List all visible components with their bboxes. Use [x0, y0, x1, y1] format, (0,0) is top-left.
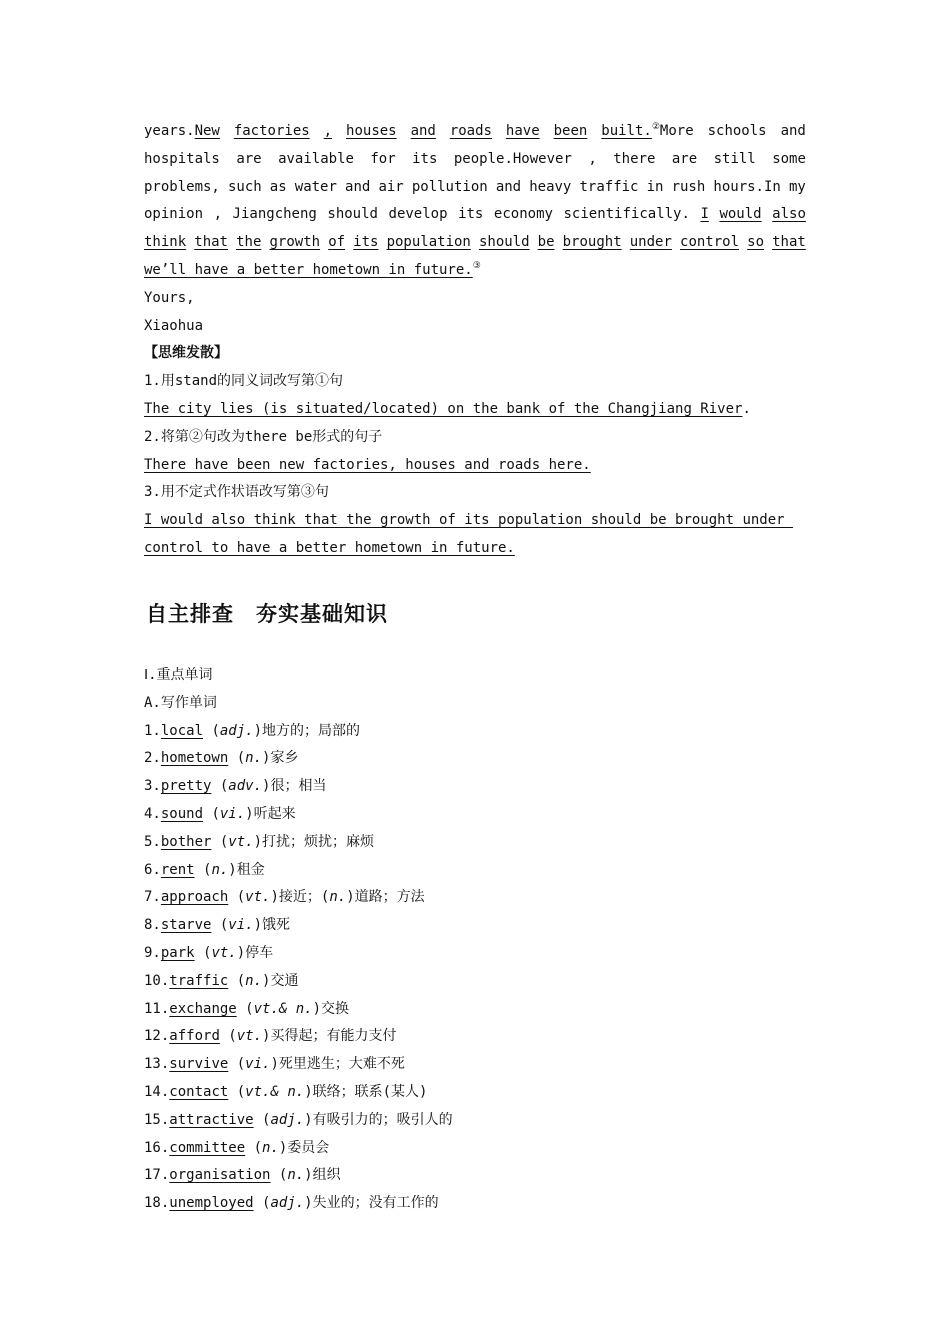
underlined-word: roads	[449, 123, 492, 139]
meaning: 地方的；局部的	[262, 722, 361, 739]
answer-text: I would also think that the growth of its population should be brought under	[144, 512, 794, 529]
word: there	[613, 150, 656, 167]
meaning: 停车	[245, 944, 274, 961]
letter-closing: Yours,	[144, 289, 195, 306]
meaning: 接近；	[278, 889, 321, 906]
vocab-list	[144, 718, 806, 1218]
word: such	[227, 178, 262, 195]
item-number: 15.	[144, 1111, 170, 1128]
meaning: 死里逃生；大难不死	[278, 1056, 405, 1073]
part-of-speech: vi.	[219, 805, 246, 822]
word-group	[144, 118, 220, 146]
vocab-word: approach	[160, 889, 229, 906]
vocab-item: 5.bother (vt.)打扰；烦扰；麻烦	[144, 833, 375, 850]
vocab-word: afford	[169, 1028, 220, 1045]
vocab-item: 11.exchange (vt.& n.)交换	[144, 1000, 350, 1017]
word: under	[629, 234, 672, 251]
vocab-word: traffic	[169, 972, 229, 989]
word: the	[236, 234, 262, 251]
item-number: 11.	[144, 1000, 170, 1017]
item-number: 10.	[144, 972, 170, 989]
word: develop	[388, 206, 448, 223]
word: rush	[671, 178, 706, 195]
vocab-item: 14.contact (vt.& n.)联络；联系(某人)	[144, 1083, 428, 1100]
word: population	[386, 234, 471, 251]
part-of-speech: vt.	[228, 833, 254, 850]
word: so	[747, 234, 764, 251]
vocab-item: 13.survive (vi.)死里逃生；大难不死	[144, 1056, 405, 1073]
word: I	[700, 206, 709, 223]
word: control	[680, 234, 740, 251]
word: economy	[493, 206, 553, 223]
question: 2.将第②句改为there be形式的句子	[144, 428, 383, 445]
answer	[144, 535, 806, 563]
word: opinion	[144, 206, 204, 223]
word: think	[144, 234, 187, 251]
part-of-speech: adj.	[270, 1111, 305, 1128]
word: in	[646, 178, 664, 195]
item-number: 14.	[144, 1083, 170, 1100]
part-of-speech: vt.	[211, 944, 237, 961]
vocab-item: 15.attractive (adj.)有吸引力的；吸引人的	[144, 1111, 453, 1128]
word: Jiangcheng	[232, 206, 317, 223]
underlined-word: have	[505, 123, 540, 139]
meaning: 交通	[270, 972, 299, 989]
meaning: 租金	[236, 861, 265, 878]
vocab-item: 3.pretty (adv.)很；相当	[144, 778, 327, 795]
vocab-item: 2.hometown (n.)家乡	[144, 750, 299, 767]
answer-text: control to have a better hometown in future.	[144, 539, 515, 556]
vocab-section	[144, 662, 806, 1218]
answer-punct: .	[742, 400, 751, 417]
item-number: 12.	[144, 1028, 170, 1045]
vocab-word: starve	[160, 917, 212, 934]
word: ,	[213, 206, 222, 223]
vocab-subheading: A.写作单词	[144, 694, 217, 711]
word: and	[345, 178, 371, 195]
vocab-word: rent	[160, 861, 195, 878]
part-of-speech: vt.& n.	[253, 1000, 313, 1017]
item-number: 8.	[144, 917, 161, 934]
underlined-word: ,	[323, 123, 333, 139]
meaning: 饿死	[262, 917, 291, 934]
vocab-word: attractive	[169, 1111, 254, 1128]
word: hours.In	[713, 178, 781, 195]
vocab-item: 16.committee (n.)委员会	[144, 1139, 330, 1156]
vocab-item: 12.afford (vt.)买得起；有能力支付	[144, 1028, 397, 1045]
word: ,	[588, 150, 597, 167]
footnote-mark: ③	[472, 260, 481, 271]
word: brought	[562, 234, 622, 251]
item-number: 16.	[144, 1139, 170, 1156]
section-title-b: 夯实基础知识	[256, 602, 388, 626]
answer	[144, 452, 806, 480]
word: that	[194, 234, 228, 251]
underlined-word: been	[553, 123, 588, 139]
underlined-word: factories	[233, 123, 310, 139]
meaning: 失业的；没有工作的	[312, 1195, 439, 1212]
footnote-mark: ②	[651, 122, 660, 132]
section-heading	[146, 598, 388, 628]
vocab-item: 7.approach (vt.)接近；(n.)道路；方法	[144, 889, 425, 906]
letter-signature: Xiaohua	[144, 317, 204, 334]
letter-line	[144, 146, 806, 174]
word: growth	[269, 234, 321, 251]
vocab-item: 8.starve (vi.)饿死	[144, 917, 291, 934]
vocab-word: survive	[169, 1056, 229, 1073]
item-number: 13.	[144, 1056, 170, 1073]
meaning: 联络；联系(某人)	[312, 1083, 428, 1100]
word: should	[327, 206, 378, 223]
item-number: 2.	[144, 750, 161, 767]
vocab-item: 1.local (adj.)地方的；局部的	[144, 722, 361, 739]
word: are	[236, 150, 262, 167]
vocab-word: bother	[160, 833, 212, 850]
item-number: 5.	[144, 833, 161, 850]
part-of-speech: adv.	[228, 778, 263, 795]
underlined-word: New	[194, 123, 220, 139]
answer-text: There have been new factories, houses and roads here.	[144, 456, 591, 473]
vocab-item: 10.traffic (n.)交通	[144, 972, 299, 989]
word: should	[478, 234, 530, 251]
letter-line	[144, 174, 806, 202]
word: water	[294, 178, 337, 195]
word: its	[458, 206, 484, 223]
part-of-speech: vt.	[245, 889, 271, 906]
vocab-word: local	[160, 722, 204, 739]
word: hospitals	[144, 150, 220, 167]
part-of-speech: n.	[245, 750, 263, 767]
letter-line	[144, 229, 806, 257]
word: heavy	[529, 178, 572, 195]
vocab-item: 17.organisation (n.)组织	[144, 1167, 341, 1184]
word-group	[601, 118, 693, 146]
item-number: 7.	[144, 889, 161, 906]
underlined-sentence: we’ll have a better hometown in future.	[144, 261, 473, 278]
word: my	[788, 178, 806, 195]
vocab-word: hometown	[160, 750, 229, 767]
answer	[144, 507, 806, 535]
vocab-word: contact	[169, 1083, 229, 1100]
letter-line	[144, 118, 806, 146]
meaning: 道路；方法	[354, 889, 425, 906]
meaning: 委员会	[287, 1139, 330, 1156]
word: problems,	[144, 178, 220, 195]
word: and	[780, 123, 806, 139]
part-of-speech: adj.	[270, 1195, 305, 1212]
word: that	[772, 234, 806, 251]
item-number: 1.	[144, 722, 161, 739]
part-of-speech: vt.& n.	[245, 1083, 305, 1100]
vocab-word: committee	[169, 1139, 246, 1156]
part-of-speech: n.	[245, 972, 263, 989]
underlined-word: built.	[601, 123, 652, 139]
answer-text: The city lies (is situated/located) on the bank of the Changjiang River	[144, 400, 743, 417]
letter-line	[144, 201, 806, 229]
word: also	[772, 206, 806, 223]
question: 1.用stand的同义词改写第①句	[144, 373, 344, 390]
vocab-item: 9.park (vt.)停车	[144, 944, 274, 961]
word: years.	[144, 123, 195, 139]
word: are	[671, 150, 698, 167]
vocab-word: pretty	[160, 778, 212, 795]
meaning: 买得起；有能力支付	[270, 1028, 397, 1045]
item-number: 18.	[144, 1195, 170, 1212]
word: would	[719, 206, 762, 223]
underlined-word: and	[410, 123, 436, 139]
meaning: 交换	[321, 1000, 350, 1017]
vocab-word: organisation	[169, 1167, 271, 1184]
vocab-word: unemployed	[169, 1195, 254, 1212]
word: scientifically.	[563, 206, 690, 223]
word: some	[772, 150, 806, 167]
word: More	[659, 123, 694, 139]
letter-section	[144, 118, 806, 563]
meaning: 听起来	[253, 805, 296, 822]
word: air	[378, 178, 404, 195]
letter-line	[144, 257, 806, 285]
underlined-word: houses	[346, 123, 397, 139]
thinking-title: 【思维发散】	[144, 345, 228, 362]
word: pollution	[411, 178, 488, 195]
part-of-speech: n.	[262, 1139, 279, 1156]
part-of-speech: adj.	[219, 722, 254, 739]
word: of	[328, 234, 346, 251]
item-number: 9.	[144, 944, 161, 961]
meaning: 组织	[312, 1167, 341, 1184]
word: still	[713, 150, 756, 167]
part-of-speech: vt.	[236, 1028, 263, 1045]
part-of-speech: n.	[211, 861, 229, 878]
meaning: 很；相当	[270, 778, 327, 795]
vocab-item: 6.rent (n.)租金	[144, 861, 265, 878]
item-number: 3.	[144, 778, 161, 795]
word: available	[278, 150, 354, 167]
part-of-speech: vi.	[228, 917, 254, 934]
word: for	[370, 150, 396, 167]
vocab-heading: Ⅰ.重点单词	[144, 667, 213, 683]
part-of-speech: n.	[329, 889, 347, 906]
question: 3.用不定式作状语改写第③句	[144, 484, 329, 501]
vocab-word: park	[160, 944, 195, 961]
answer	[144, 396, 806, 424]
item-number: 17.	[144, 1167, 170, 1184]
vocab-item: 4.sound (vi.)听起来	[144, 805, 296, 822]
meaning: 有吸引力的；吸引人的	[312, 1111, 453, 1128]
meaning: 打扰；烦扰；麻烦	[262, 833, 375, 850]
item-number: 6.	[144, 861, 161, 878]
word: as	[269, 178, 287, 195]
vocab-word: exchange	[169, 1000, 237, 1017]
item-number: 4.	[144, 805, 161, 822]
word: people.However	[453, 150, 572, 167]
word: be	[537, 234, 555, 251]
part-of-speech: vi.	[245, 1056, 271, 1073]
section-title-a: 自主排查	[146, 602, 234, 626]
vocab-word: sound	[160, 805, 204, 822]
word: schools	[707, 123, 767, 139]
word: its	[412, 150, 438, 167]
word: and	[495, 178, 522, 195]
meaning: 家乡	[270, 750, 299, 767]
vocab-item: 18.unemployed (adj.)失业的；没有工作的	[144, 1195, 439, 1212]
part-of-speech: n.	[287, 1167, 305, 1184]
word: traffic	[579, 178, 639, 195]
word: its	[353, 234, 379, 251]
